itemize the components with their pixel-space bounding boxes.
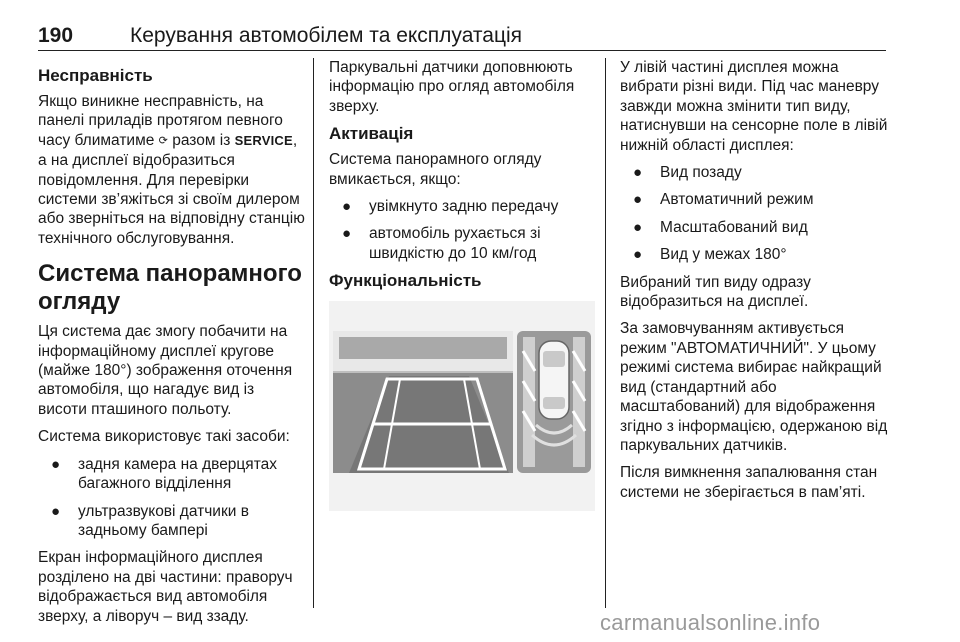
chapter-title: Керування автомобілем та експлуатація [130, 24, 523, 47]
selected-paragraph: Вибраний тип виду одразу відобразиться на дисплеї. [620, 273, 811, 311]
page-number: 190 [38, 24, 74, 47]
bullet-icon: ● [342, 198, 352, 216]
bullet-icon: ● [633, 191, 643, 209]
bullet-icon: ● [51, 502, 61, 520]
column-divider-2 [605, 58, 606, 608]
list-item: ● Масштабований вид [633, 218, 808, 236]
activation-list [329, 197, 595, 263]
views-paragraph: У лівій частині дисплея можна вибрати різні види. Під час маневру завжди можна змінити тип виду, натиснувши на сенсорне поле в лівій нижній області дисплея: [620, 59, 888, 154]
screen-paragraph: Екран інформаційного дисплея розділено на дві частини: праворуч відображається вид автомобіля зверху, а ліворуч – вид ззаду. [38, 549, 293, 625]
bullet-icon: ● [633, 218, 643, 236]
activation-heading: Активація [329, 124, 414, 144]
climate-warning-icon: ⟳ [158, 134, 168, 147]
function-heading: Функціональність [329, 271, 482, 291]
bullet-icon: ● [633, 164, 643, 182]
auto-mode-paragraph: За замовчуванням активується режим "АВТОМАТИЧНИЙ". У цьому режимі система вибирає найкращий вид (стандартний або масштабований) для відображення згідно з інформацією, одержаною від паркувальних датчиків. [620, 320, 888, 454]
fault-paragraph: Якщо виникне несправність, на панелі приладів протягом певного часу блиматиме ⟳ разом із SERVICE, а на дисплеї відобразиться повідомлення. Для перевірки системи зв’яжіться зі своїм дилером або зверніться на відповідну станцію технічного обслуговування. [38, 93, 305, 247]
list-item: ● увімкнуто задню передачу [342, 198, 559, 216]
display-illustration-svg [329, 301, 595, 511]
bullet-icon: ● [633, 246, 643, 264]
list-item: ● Автоматичний режим [633, 191, 814, 209]
service-label: SERVICE [234, 132, 293, 148]
bullet-icon: ● [51, 455, 61, 473]
column-3 [620, 58, 890, 510]
column-1 [38, 58, 306, 634]
activation-paragraph: Система панорамного огляду вмикається, якщо: [329, 151, 542, 188]
list-item: ● Вид у межах 180° [633, 246, 787, 264]
sensors-paragraph: Паркувальні датчики доповнюють інформацію про огляд автомобіля зверху. [329, 59, 575, 115]
watermark: carmanualsonline.info [600, 610, 821, 635]
views-list [620, 163, 890, 265]
intro-paragraph: Ця система дає змогу побачити на інформаційному дисплеї кругове (майже 180°) зображення оточення автомобіля, що нагадує вид із висоти пташиного польоту. [38, 323, 293, 418]
list-item: ● автомобіль рухається зі швидкістю до 10 км/год [342, 225, 541, 262]
page-header [38, 18, 886, 50]
bullet-icon: ● [342, 225, 352, 243]
column-2 [329, 58, 595, 511]
means-list [38, 455, 306, 541]
list-item: ● ультразвукові датчики в задньому бампері [51, 502, 249, 539]
list-item: ● задня камера на дверцятах багажного відділення [51, 455, 277, 493]
fault-heading: Несправність [38, 66, 153, 85]
means-paragraph: Система використовує такі засоби: [38, 428, 290, 446]
column-divider-1 [313, 58, 314, 608]
list-item: ● Вид позаду [633, 164, 742, 182]
section-heading: Система панорамного огляду [38, 260, 302, 316]
header-rule [38, 50, 886, 51]
panoramic-view-illustration [329, 301, 595, 511]
ignition-paragraph: Після вимкнення запалювання стан системи не зберігається в пам’яті. [620, 464, 878, 501]
